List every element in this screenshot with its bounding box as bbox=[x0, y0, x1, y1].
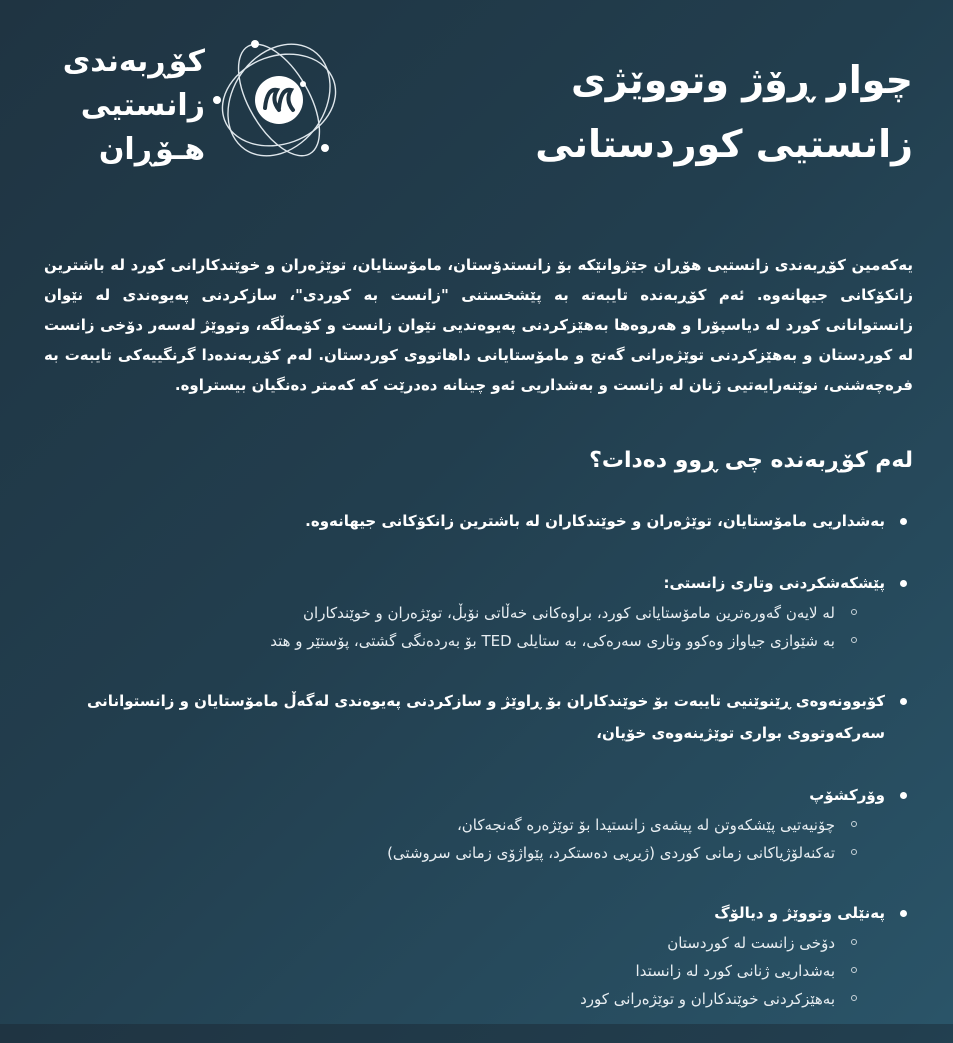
list-item bbox=[30, 897, 911, 1013]
sub-list-item bbox=[30, 599, 859, 627]
title-line-1: چوار ڕۆژ وتووێژی bbox=[570, 58, 913, 102]
list-item bbox=[30, 685, 911, 749]
page-title bbox=[393, 48, 913, 176]
bullet-icon bbox=[900, 518, 907, 525]
hollow-bullet-icon bbox=[851, 637, 857, 643]
sub-list-item-label: بەهێزکردنی خوێندکاران و توێژەرانی کورد bbox=[580, 990, 835, 1008]
title-line-2: زانستیی کوردستانی bbox=[535, 122, 913, 166]
hollow-bullet-icon bbox=[851, 967, 857, 973]
list-item-label: کۆبوونەوەی ڕێنوێنیی تایبەت بۆ خوێندکاران بۆ ڕاوێژ و سازکردنی پەیوەندی لەگەڵ مامۆستایان و زانستوانانی سەرکەوتووی بواری توێژینەوەی خۆیان، bbox=[87, 692, 885, 742]
bullet-icon bbox=[900, 792, 907, 799]
sub-list bbox=[30, 929, 885, 1013]
sub-list bbox=[30, 811, 885, 867]
sub-list-item bbox=[30, 985, 859, 1013]
hollow-bullet-icon bbox=[851, 995, 857, 1001]
logo-wordmark bbox=[30, 40, 205, 172]
list-item-label: پەنێلی وتووێژ و دیالۆگ bbox=[714, 904, 885, 922]
list-item-label: وۆرکشۆپ bbox=[809, 786, 885, 804]
sub-list-item bbox=[30, 627, 859, 655]
list-item bbox=[30, 567, 911, 655]
bullet-icon bbox=[900, 910, 907, 917]
sub-list-item bbox=[30, 839, 859, 867]
hollow-bullet-icon bbox=[851, 849, 857, 855]
bullet-icon bbox=[900, 580, 907, 587]
sub-list-item-label: بە شێوازی جیاواز وەکوو وتاری سەرەکی، بە ستایلی TED بۆ بەردەنگی گشتی، پۆستێر و هتد bbox=[270, 632, 835, 650]
hollow-bullet-icon bbox=[851, 939, 857, 945]
bullet-icon bbox=[900, 698, 907, 705]
sub-list-item-label: دۆخی زانست لە کوردستان bbox=[667, 934, 835, 952]
list-item bbox=[30, 779, 911, 867]
sub-list-item-label: لە لایەن گەورەترین مامۆستایانی کورد، براوەکانی خەڵاتی نۆبڵ، توێژەران و خوێندکاران bbox=[303, 604, 835, 622]
section-heading: لەم کۆڕبەندە چی ڕوو دەدات؟ bbox=[589, 448, 913, 473]
list-item-label: پێشکەشکردنی وتاری زانستی: bbox=[663, 574, 885, 592]
sub-list bbox=[30, 599, 885, 655]
sub-list-item-label: بەشداریی ژنانی کورد لە زانستدا bbox=[635, 962, 835, 980]
sub-list-item bbox=[30, 811, 859, 839]
logo-line-2: زانستیی bbox=[80, 88, 205, 123]
list-item bbox=[30, 505, 911, 537]
intro-paragraph: یەکەمین کۆڕبەندی زانستیی هۆڕان جێژوانێکە بۆ زانستدۆستان، مامۆستایان، توێژەران و خوێندکارانی کورد لە باشترین زانکۆکانی جیهانەوە. ئەم کۆڕبەندە تایبەتە بە پێشخستنی "زانست بە کوردی"، سازکردنی پەیوەندی لە نێوان زانستوانانی کورد لە دیاسپۆرا و هەروەها بەهێزکردنی پەیوەندیی نێوان زانست و کۆمەڵگە، وتووێژ لەسەر دۆخی زانست لە کوردستان و بەهێزکردنی توێژەرانی گەنج و مامۆستایانی داهاتووی کوردستان. لەم کۆڕبەندەدا گرنگییەکی تایبەت بە فرەچەشنی، نوێنەرایەتیی ژنان لە زانست و بەشداریی ئەو چینانە دەدرێت کە کەمتر دەنگیان بیستراوە. bbox=[44, 256, 913, 394]
logo-line-3: هـۆڕان bbox=[98, 132, 205, 167]
list-item-label: بەشداریی مامۆستایان، توێژەران و خوێندکاران لە باشترین زانکۆکانی جیهانەوە. bbox=[305, 512, 885, 530]
hollow-bullet-icon bbox=[851, 609, 857, 615]
logo-line-1: کۆڕبەندی bbox=[62, 44, 205, 79]
sub-list-item-label: تەکنەلۆژیاکانی زمانی کوردی (ژیریی دەستکرد، پێواژۆی زمانی سروشتی) bbox=[387, 844, 835, 862]
atom-logo-icon bbox=[205, 30, 350, 165]
sub-list-item-label: چۆنیەتیی پێشکەوتن لە پیشەی زانستیدا بۆ توێژەرە گەنجەکان، bbox=[456, 816, 835, 834]
sub-list-item bbox=[30, 929, 859, 957]
activity-list bbox=[30, 505, 911, 1043]
hollow-bullet-icon bbox=[851, 821, 857, 827]
sub-list-item bbox=[30, 957, 859, 985]
